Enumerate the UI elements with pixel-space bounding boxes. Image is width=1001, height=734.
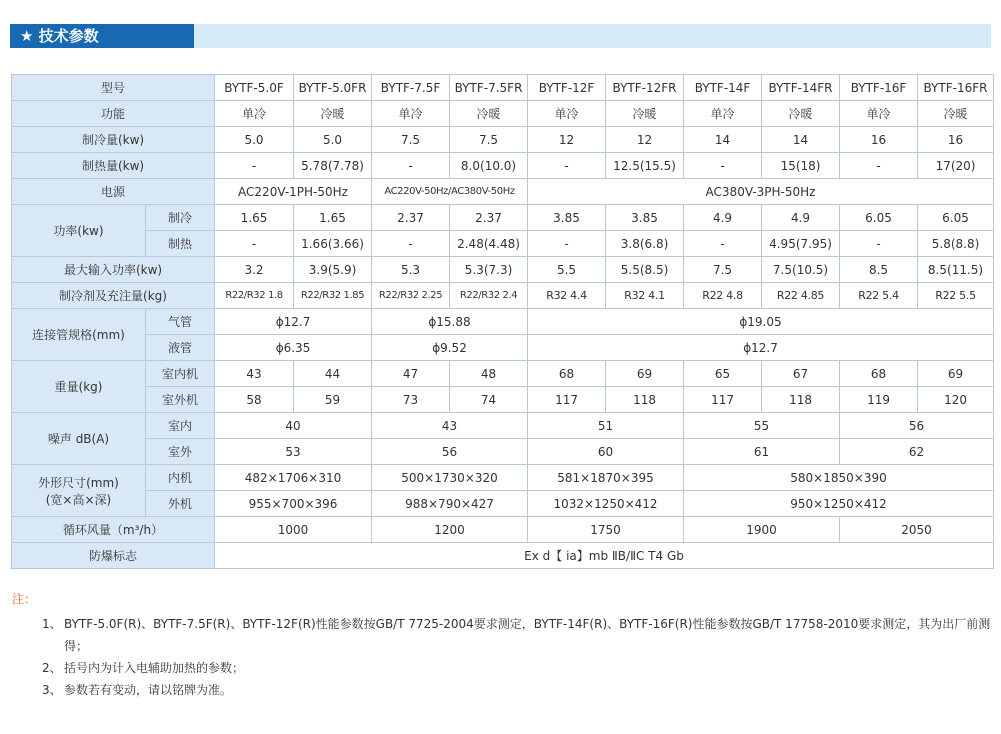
note-text: 参数若有变动，请以铭牌为准。 xyxy=(64,683,233,697)
power-cool-cell: 3.85 xyxy=(528,205,606,231)
label-noise-indoor: 室内 xyxy=(146,413,215,439)
pipe-gas-cell: ϕ15.88 xyxy=(372,309,528,335)
weight-outdoor-cell: 59 xyxy=(294,387,372,413)
weight-outdoor-cell: 117 xyxy=(528,387,606,413)
heating-cell: 12.5(15.5) xyxy=(606,153,684,179)
row-max-input xyxy=(12,257,994,283)
weight-indoor-cell: 43 xyxy=(215,361,294,387)
refrigerant-cell: R22 4.85 xyxy=(762,283,840,309)
label-function: 功能 xyxy=(12,101,215,127)
power-cool-cell: 3.85 xyxy=(606,205,684,231)
power-heat-cell: 4.95(7.95) xyxy=(762,231,840,257)
row-explosion xyxy=(12,543,994,569)
heating-cell: 5.78(7.78) xyxy=(294,153,372,179)
row-noise-outdoor xyxy=(12,439,994,465)
label-dims xyxy=(12,465,146,517)
function-cell: 单冷 xyxy=(372,101,450,127)
heating-cell: - xyxy=(840,153,918,179)
weight-indoor-cell: 67 xyxy=(762,361,840,387)
max-input-cell: 3.9(5.9) xyxy=(294,257,372,283)
heating-cell: - xyxy=(684,153,762,179)
airflow-cell: 1900 xyxy=(684,517,840,543)
function-cell: 单冷 xyxy=(684,101,762,127)
power-cool-cell: 1.65 xyxy=(294,205,372,231)
label-pipe: 连接管规格(mm) xyxy=(12,309,146,361)
max-input-cell: 7.5 xyxy=(684,257,762,283)
label-pipe-liquid: 液管 xyxy=(146,335,215,361)
pipe-liquid-cell: ϕ12.7 xyxy=(528,335,994,361)
airflow-cell: 1750 xyxy=(528,517,684,543)
refrigerant-cell: R22/R32 1.8 xyxy=(215,283,294,309)
power-heat-cell: 5.8(8.8) xyxy=(918,231,994,257)
weight-indoor-cell: 69 xyxy=(606,361,684,387)
cooling-cell: 16 xyxy=(918,127,994,153)
max-input-cell: 7.5(10.5) xyxy=(762,257,840,283)
row-refrigerant xyxy=(12,283,994,309)
power-cool-cell: 1.65 xyxy=(215,205,294,231)
function-cell: 冷暖 xyxy=(918,101,994,127)
row-pipe-gas xyxy=(12,309,994,335)
weight-outdoor-cell: 58 xyxy=(215,387,294,413)
pipe-liquid-cell: ϕ6.35 xyxy=(215,335,372,361)
noise-outdoor-cell: 60 xyxy=(528,439,684,465)
noise-outdoor-cell: 56 xyxy=(372,439,528,465)
cooling-cell: 5.0 xyxy=(294,127,372,153)
power-heat-cell: 2.48(4.48) xyxy=(450,231,528,257)
weight-indoor-cell: 68 xyxy=(840,361,918,387)
model-cell: BYTF-7.5F xyxy=(372,75,450,101)
label-dims-outer: 外机 xyxy=(146,491,215,517)
model-cell: BYTF-16F xyxy=(840,75,918,101)
note-text: 括号内为计入电辅助加热的参数； xyxy=(64,661,245,675)
heating-cell: 17(20) xyxy=(918,153,994,179)
cooling-cell: 5.0 xyxy=(215,127,294,153)
model-cell: BYTF-14F xyxy=(684,75,762,101)
label-cooling: 制冷量(kw) xyxy=(12,127,215,153)
dims-inner-cell: 482×1706×310 xyxy=(215,465,372,491)
cooling-cell: 7.5 xyxy=(450,127,528,153)
noise-outdoor-cell: 62 xyxy=(840,439,994,465)
label-dims-inner: 内机 xyxy=(146,465,215,491)
weight-indoor-cell: 68 xyxy=(528,361,606,387)
dims-outer-cell: 955×700×396 xyxy=(215,491,372,517)
label-dims-line2: (宽×高×深) xyxy=(45,492,112,507)
dims-inner-cell: 500×1730×320 xyxy=(372,465,528,491)
refrigerant-cell: R22 5.4 xyxy=(840,283,918,309)
section-header xyxy=(10,24,991,48)
label-dims-line1: 外形尺寸(mm) xyxy=(38,475,119,490)
function-cell: 冷暖 xyxy=(762,101,840,127)
model-cell: BYTF-12F xyxy=(528,75,606,101)
note-number: 2、 xyxy=(42,661,62,675)
label-power-supply: 电源 xyxy=(12,179,215,205)
cooling-cell: 14 xyxy=(762,127,840,153)
dims-inner-cell: 581×1870×395 xyxy=(528,465,684,491)
row-power-cool xyxy=(12,205,994,231)
airflow-cell: 1000 xyxy=(215,517,372,543)
max-input-cell: 5.3(7.3) xyxy=(450,257,528,283)
row-noise-indoor xyxy=(12,413,994,439)
dims-outer-cell: 1032×1250×412 xyxy=(528,491,684,517)
label-airflow: 循环风量（m³/h） xyxy=(12,517,215,543)
power-heat-cell: - xyxy=(215,231,294,257)
model-cell: BYTF-14FR xyxy=(762,75,840,101)
max-input-cell: 8.5 xyxy=(840,257,918,283)
refrigerant-cell: R22 4.8 xyxy=(684,283,762,309)
weight-indoor-cell: 47 xyxy=(372,361,450,387)
function-cell: 单冷 xyxy=(215,101,294,127)
power-supply-cell: AC220V-50Hz/AC380V-50Hz xyxy=(372,179,528,205)
note-text: BYTF-5.0F(R)、BYTF-7.5F(R)、BYTF-12F(R)性能参数按GB/T 7725-2004要求测定，BYTF-14F(R)、BYTF-16F(R)性能参数按GB/T 17758-2010要求测定，其为出厂前测得； xyxy=(64,617,991,653)
refrigerant-cell: R32 4.1 xyxy=(606,283,684,309)
max-input-cell: 5.3 xyxy=(372,257,450,283)
refrigerant-cell: R22 5.5 xyxy=(918,283,994,309)
dims-outer-cell: 950×1250×412 xyxy=(684,491,994,517)
refrigerant-cell: R22/R32 1.85 xyxy=(294,283,372,309)
label-noise: 噪声 dB(A) xyxy=(12,413,146,465)
power-supply-cell: AC380V-3PH-50Hz xyxy=(528,179,994,205)
weight-outdoor-cell: 117 xyxy=(684,387,762,413)
power-heat-cell: - xyxy=(528,231,606,257)
cooling-cell: 16 xyxy=(840,127,918,153)
heating-cell: 8.0(10.0) xyxy=(450,153,528,179)
max-input-cell: 3.2 xyxy=(215,257,294,283)
label-power-cool: 制冷 xyxy=(146,205,215,231)
note-number: 3、 xyxy=(42,683,62,697)
model-cell: BYTF-5.0F xyxy=(215,75,294,101)
function-cell: 冷暖 xyxy=(294,101,372,127)
weight-indoor-cell: 65 xyxy=(684,361,762,387)
power-cool-cell: 2.37 xyxy=(372,205,450,231)
refrigerant-cell: R22/R32 2.4 xyxy=(450,283,528,309)
label-model: 型号 xyxy=(12,75,215,101)
label-power: 功率(kw) xyxy=(12,205,146,257)
noise-indoor-cell: 55 xyxy=(684,413,840,439)
max-input-cell: 8.5(11.5) xyxy=(918,257,994,283)
section-title: ★ 技术参数 xyxy=(10,24,194,48)
power-supply-cell: AC220V-1PH-50Hz xyxy=(215,179,372,205)
row-power-supply xyxy=(12,179,994,205)
pipe-gas-cell: ϕ12.7 xyxy=(215,309,372,335)
label-heating: 制热量(kw) xyxy=(12,153,215,179)
cooling-cell: 12 xyxy=(528,127,606,153)
power-heat-cell: - xyxy=(372,231,450,257)
power-cool-cell: 6.05 xyxy=(918,205,994,231)
model-cell: BYTF-5.0FR xyxy=(294,75,372,101)
noise-indoor-cell: 56 xyxy=(840,413,994,439)
function-cell: 冷暖 xyxy=(450,101,528,127)
row-pipe-liquid xyxy=(12,335,994,361)
note-item xyxy=(12,613,992,657)
refrigerant-cell: R32 4.4 xyxy=(528,283,606,309)
model-cell: BYTF-16FR xyxy=(918,75,994,101)
weight-indoor-cell: 44 xyxy=(294,361,372,387)
weight-outdoor-cell: 74 xyxy=(450,387,528,413)
power-cool-cell: 4.9 xyxy=(684,205,762,231)
row-function xyxy=(12,101,994,127)
row-weight-outdoor xyxy=(12,387,994,413)
weight-indoor-cell: 48 xyxy=(450,361,528,387)
explosion-cell: Ex d【 ia】mb ⅡB/ⅡC T4 Gb xyxy=(215,543,994,569)
weight-outdoor-cell: 73 xyxy=(372,387,450,413)
heating-cell: 15(18) xyxy=(762,153,840,179)
row-power-heat xyxy=(12,231,994,257)
function-cell: 单冷 xyxy=(528,101,606,127)
row-airflow xyxy=(12,517,994,543)
dims-inner-cell: 580×1850×390 xyxy=(684,465,994,491)
note-item xyxy=(12,657,992,679)
row-model xyxy=(12,75,994,101)
note-item xyxy=(12,679,992,701)
power-cool-cell: 4.9 xyxy=(762,205,840,231)
weight-outdoor-cell: 120 xyxy=(918,387,994,413)
function-cell: 冷暖 xyxy=(606,101,684,127)
power-heat-cell: - xyxy=(684,231,762,257)
notes-title: 注： xyxy=(12,592,37,606)
pipe-gas-cell: ϕ19.05 xyxy=(528,309,994,335)
label-noise-outdoor: 室外 xyxy=(146,439,215,465)
power-heat-cell: 1.66(3.66) xyxy=(294,231,372,257)
noise-outdoor-cell: 53 xyxy=(215,439,372,465)
notes xyxy=(12,590,992,701)
spec-table xyxy=(11,74,994,569)
noise-indoor-cell: 51 xyxy=(528,413,684,439)
noise-outdoor-cell: 61 xyxy=(684,439,840,465)
label-weight: 重量(kg) xyxy=(12,361,146,413)
label-weight-indoor: 室内机 xyxy=(146,361,215,387)
power-heat-cell: 3.8(6.8) xyxy=(606,231,684,257)
label-max-input: 最大输入功率(kw) xyxy=(12,257,215,283)
dims-outer-cell: 988×790×427 xyxy=(372,491,528,517)
note-number: 1、 xyxy=(42,617,62,631)
noise-indoor-cell: 43 xyxy=(372,413,528,439)
airflow-cell: 2050 xyxy=(840,517,994,543)
weight-indoor-cell: 69 xyxy=(918,361,994,387)
max-input-cell: 5.5(8.5) xyxy=(606,257,684,283)
weight-outdoor-cell: 118 xyxy=(606,387,684,413)
heating-cell: - xyxy=(528,153,606,179)
row-cooling xyxy=(12,127,994,153)
cooling-cell: 7.5 xyxy=(372,127,450,153)
label-weight-outdoor: 室外机 xyxy=(146,387,215,413)
weight-outdoor-cell: 119 xyxy=(840,387,918,413)
noise-indoor-cell: 40 xyxy=(215,413,372,439)
label-pipe-gas: 气管 xyxy=(146,309,215,335)
heating-cell: - xyxy=(215,153,294,179)
power-cool-cell: 6.05 xyxy=(840,205,918,231)
weight-outdoor-cell: 118 xyxy=(762,387,840,413)
max-input-cell: 5.5 xyxy=(528,257,606,283)
refrigerant-cell: R22/R32 2.25 xyxy=(372,283,450,309)
function-cell: 单冷 xyxy=(840,101,918,127)
row-weight-indoor xyxy=(12,361,994,387)
row-dims-inner xyxy=(12,465,994,491)
label-refrigerant: 制冷剂及充注量(kg) xyxy=(12,283,215,309)
label-power-heat: 制热 xyxy=(146,231,215,257)
model-cell: BYTF-7.5FR xyxy=(450,75,528,101)
model-cell: BYTF-12FR xyxy=(606,75,684,101)
airflow-cell: 1200 xyxy=(372,517,528,543)
cooling-cell: 14 xyxy=(684,127,762,153)
pipe-liquid-cell: ϕ9.52 xyxy=(372,335,528,361)
row-heating xyxy=(12,153,994,179)
cooling-cell: 12 xyxy=(606,127,684,153)
power-heat-cell: - xyxy=(840,231,918,257)
power-cool-cell: 2.37 xyxy=(450,205,528,231)
heating-cell: - xyxy=(372,153,450,179)
row-dims-outer xyxy=(12,491,994,517)
label-explosion: 防爆标志 xyxy=(12,543,215,569)
